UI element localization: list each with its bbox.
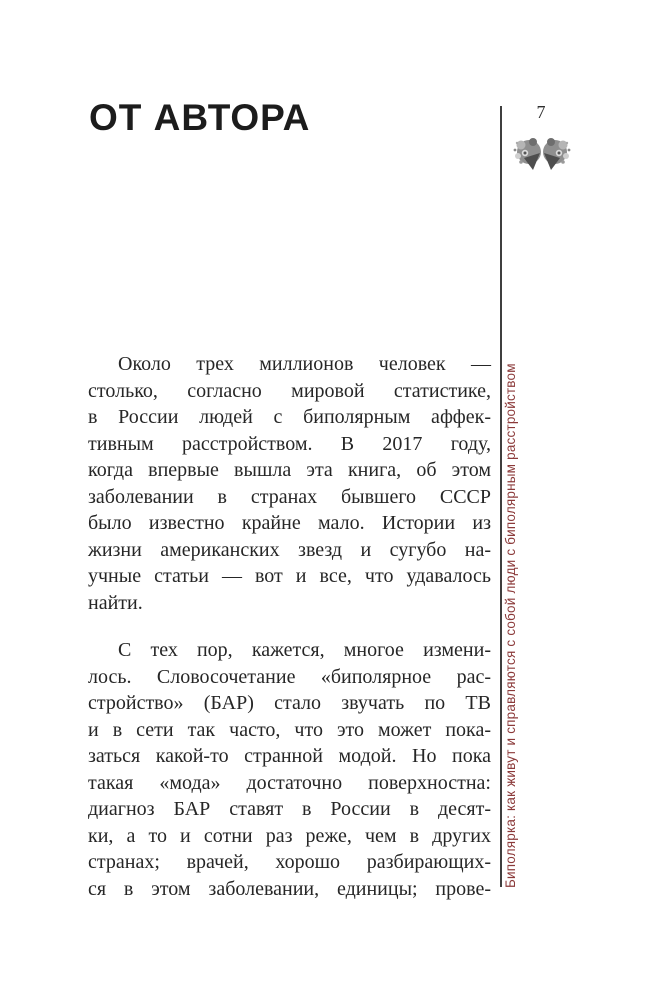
text-line: ки, а то и сотни раз реже, чем в других [88, 824, 491, 847]
text-line: ся в этом заболевании, единицы; прове- [88, 877, 491, 900]
text-line: было известно крайне мало. Истории из [88, 512, 491, 534]
text-line: Около трех миллионов человек — [118, 353, 491, 375]
text-line: заболевании в странах бывшего СССР [88, 485, 491, 508]
text-line: в России людей с биполярным аффек- [88, 406, 491, 428]
text-line: диагноз БАР ставят в России в десят- [88, 798, 491, 820]
page-title: ОТ АВТОРА [89, 97, 311, 138]
text-line: стройство» (БАР) стало звучать по ТВ [88, 692, 491, 714]
text-line: и в сети так часто, что это может пока- [88, 718, 491, 741]
running-title-vertical: Биполярка: как живут и справляются с собой люди с биполярным расстройством [503, 363, 518, 888]
text-line: тивным расстройством. В 2017 году, [88, 432, 491, 455]
text-line: столько, согласно мировой статистике, [88, 379, 491, 402]
text-line: учные статьи — вот и все, что удавалось [88, 565, 491, 587]
two-heads-logo-icon [511, 133, 573, 186]
text-line: такая «мода» достаточно поверхностна: [88, 771, 491, 794]
vertical-rule [500, 106, 502, 887]
text-line: найти. [88, 591, 143, 614]
text-line: заться какой-то странной модой. Но пока [88, 745, 491, 767]
paragraph [88, 637, 491, 902]
text-line: жизни американских звезд и сугубо на- [88, 538, 491, 561]
text-line: странах; врачей, хорошо разбирающих- [88, 851, 491, 873]
paragraph [88, 351, 491, 616]
text-line: когда впервые вышла эта книга, об этом [88, 459, 491, 481]
text-line: С тех пор, кажется, многое измени- [118, 639, 491, 661]
body-text [88, 351, 491, 902]
text-line: лось. Словосочетание «биполярное рас- [88, 665, 491, 688]
page-number: 7 [536, 102, 546, 122]
